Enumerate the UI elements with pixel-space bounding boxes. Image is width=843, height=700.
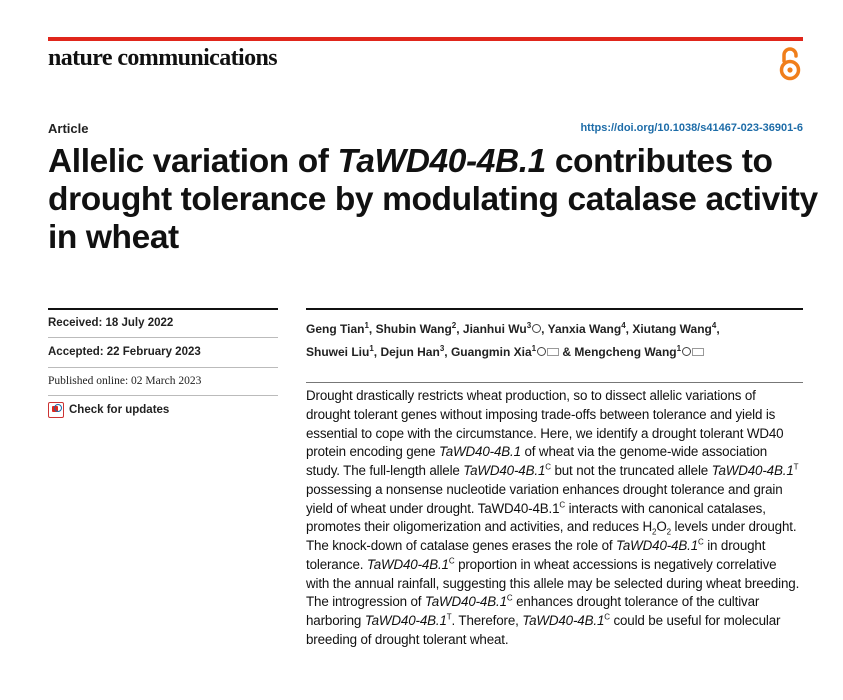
orcid-icon[interactable] xyxy=(682,347,691,356)
journal-name[interactable]: nature communications xyxy=(48,45,277,71)
author-affiliation: 1 xyxy=(676,344,682,353)
date-divider xyxy=(48,337,278,338)
date-divider xyxy=(48,367,278,368)
abstract-text: Drought drastically restricts wheat production, so to dissect allelic variations of drought tolerant genes without imposing trade-offs between tolerance and yield is essential to cope with the circumstance. Here, we identify a drought tolerant WD40 protein encoding gene TaWD40-4B.1 of wheat via the genome-wide association study. The full-length allele $TaWD40-4B.1^C$ but not the truncated allele $TaWD40-4B.1^T$ possessing a nonsense nucleotide variation enhances drought tolerance and grain yield of wheat under drought. $TaWD40-4B.1^C$ interacts with canonical catalases, promotes their oligomerization and activities, and reduces $H_2O_2$ levels under drought. The knock-down of catalase genes erases the role of $TaWD40-4B.1^C$ in drought tolerance. $TaWD40-4B.1^C$ proportion in wheat accessions is negatively correlative with the annual rainfall, suggesting this allele may be selected during wheat breeding. The introgression of $TaWD40-4B.1^C$ enhances drought tolerance of the cultivar harboring $TaWD40-4B.1^T$. Therefore, $TaWD40-4B.1^C$ could be useful for molecular breeding of drought tolerant wheat. xyxy=(306,388,800,647)
author-affiliation: 2 xyxy=(451,321,457,330)
author-separator: , xyxy=(625,322,633,336)
author-name[interactable]: Shubin Wang xyxy=(375,322,452,336)
author-separator: , xyxy=(373,345,381,359)
author-separator: , xyxy=(368,322,376,336)
author-name[interactable]: Geng Tian xyxy=(306,322,365,336)
dates-top-rule xyxy=(48,308,278,310)
check-for-updates-button[interactable] xyxy=(48,402,169,418)
article-title: Allelic variation of TaWD40-4B.1 contributes to drought tolerance by modulating catalase activity in wheat xyxy=(48,143,818,256)
open-access-lock-icon xyxy=(777,45,803,81)
author-name[interactable]: Jianhui Wu xyxy=(462,322,527,336)
author-name[interactable]: Xiutang Wang xyxy=(632,322,712,336)
author-affiliation: 3 xyxy=(526,321,532,330)
author-affiliation: 4 xyxy=(621,321,626,330)
title-gene-name: TaWD40-4B.1 xyxy=(337,143,546,180)
author-list xyxy=(306,316,803,362)
orcid-icon[interactable] xyxy=(537,347,546,356)
check-updates-label: Check for updates xyxy=(69,404,170,416)
author-separator: , xyxy=(444,345,451,359)
received-date: Received: 18 July 2022 xyxy=(48,317,174,329)
journal-accent-bar xyxy=(48,37,803,41)
author-affiliation: 4 xyxy=(711,321,717,330)
author-affiliation: 1 xyxy=(369,344,374,353)
author-affiliation: 3 xyxy=(439,344,445,353)
abstract-top-rule xyxy=(306,382,803,383)
author-name[interactable]: Shuwei Liu xyxy=(306,345,370,359)
author-affiliation: 1 xyxy=(531,344,537,353)
article-type-label: Article xyxy=(48,121,89,136)
check-updates-icon xyxy=(48,402,64,418)
accepted-date: Accepted: 22 February 2023 xyxy=(48,346,201,358)
published-date: Published online: 02 March 2023 xyxy=(48,375,202,387)
authors-top-rule xyxy=(306,308,803,310)
email-icon[interactable] xyxy=(547,348,559,356)
author-name[interactable]: Yanxia Wang xyxy=(547,322,622,336)
author-name[interactable]: Guangmin Xia xyxy=(450,345,532,359)
email-icon[interactable] xyxy=(692,348,704,356)
doi-link[interactable]: https://doi.org/10.1038/s41467-023-36901-6 xyxy=(580,122,803,134)
date-divider xyxy=(48,395,278,396)
author-separator: , xyxy=(541,322,548,336)
author-name[interactable]: Mengcheng Wang xyxy=(574,345,677,359)
orcid-icon[interactable] xyxy=(532,324,541,333)
author-name[interactable]: Dejun Han xyxy=(380,345,440,359)
author-separator: , xyxy=(716,322,720,336)
author-affiliation: 1 xyxy=(364,321,369,330)
author-separator: & xyxy=(559,345,575,359)
author-separator: , xyxy=(456,322,463,336)
